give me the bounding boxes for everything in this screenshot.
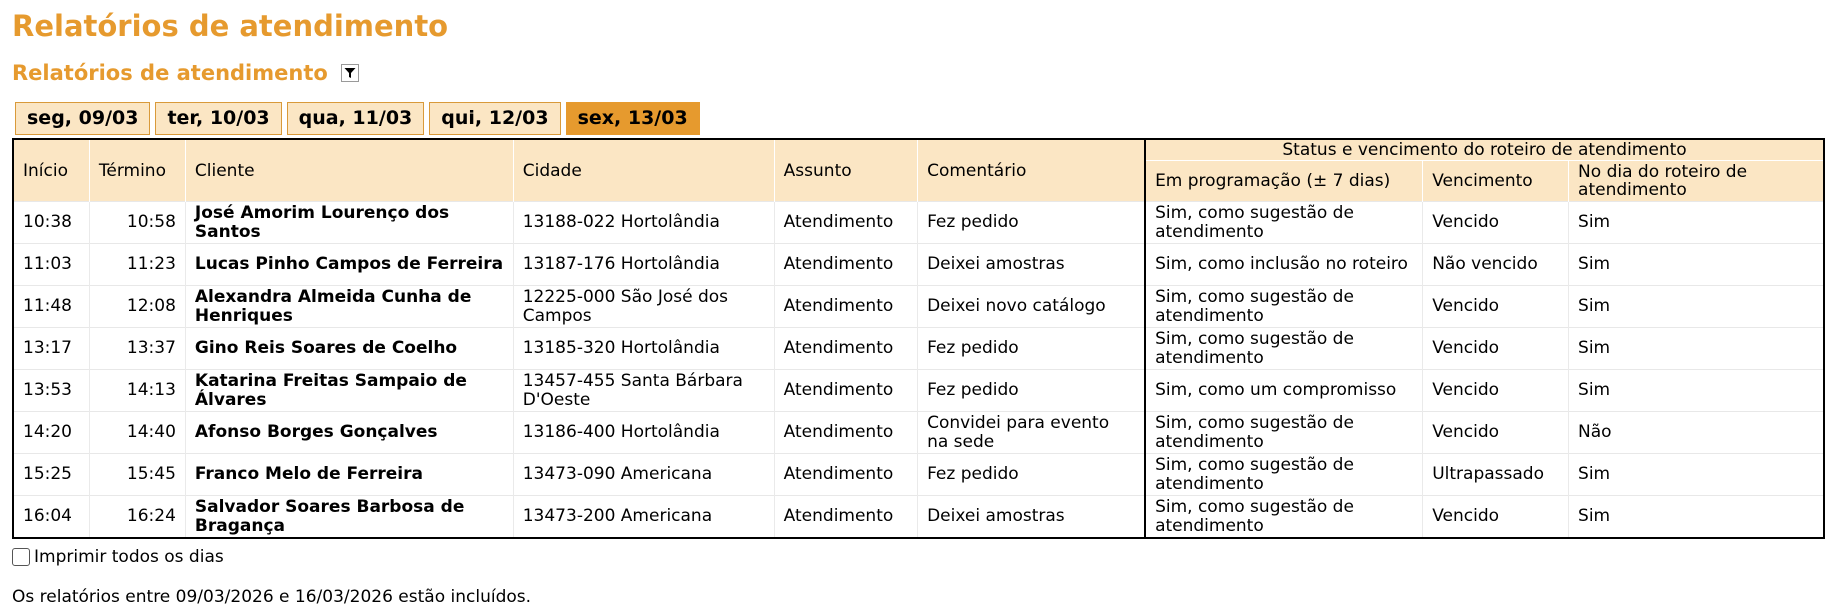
cell-inicio: 13:17 <box>13 328 89 370</box>
page-title: Relatórios de atendimento <box>12 9 449 43</box>
cell-cliente: Katarina Freitas Sampaio de Álvares <box>185 370 513 412</box>
cell-comentario: Deixei novo catálogo <box>918 286 1145 328</box>
cell-vencimento: Não vencido <box>1423 244 1569 286</box>
cell-programacao: Sim, como sugestão de atendimento <box>1145 454 1423 496</box>
cell-programacao: Sim, como sugestão de atendimento <box>1145 286 1423 328</box>
cell-termino: 13:37 <box>89 328 185 370</box>
cell-programacao: Sim, como sugestão de atendimento <box>1145 496 1423 539</box>
cell-cliente: Salvador Soares Barbosa de Bragança <box>185 496 513 539</box>
cell-vencimento: Ultrapassado <box>1423 454 1569 496</box>
cell-assunto: Atendimento <box>774 286 917 328</box>
cell-termino: 10:58 <box>89 202 185 244</box>
table-row[interactable] <box>13 454 1824 496</box>
table-row[interactable] <box>13 202 1824 244</box>
tab-day-4[interactable]: sex, 13/03 <box>566 102 700 135</box>
cell-cidade: 13185-320 Hortolândia <box>513 328 774 370</box>
cell-inicio: 13:53 <box>13 370 89 412</box>
header-cidade: Cidade <box>513 139 774 202</box>
cell-inicio: 15:25 <box>13 454 89 496</box>
date-range-note: Os relatórios entre 09/03/2026 e 16/03/2026 estão incluídos. <box>12 587 532 607</box>
cell-assunto: Atendimento <box>774 454 917 496</box>
cell-cliente: Franco Melo de Ferreira <box>185 454 513 496</box>
cell-comentario: Fez pedido <box>918 370 1145 412</box>
cell-inicio: 11:03 <box>13 244 89 286</box>
cell-cliente: Afonso Borges Gonçalves <box>185 412 513 454</box>
cell-assunto: Atendimento <box>774 202 917 244</box>
tab-day-3[interactable]: qui, 12/03 <box>429 102 560 135</box>
print-all-option <box>12 547 1829 567</box>
header-no-dia: No dia do roteiro de atendimento <box>1569 161 1824 202</box>
cell-no-dia: Sim <box>1569 328 1824 370</box>
cell-programacao: Sim, como inclusão no roteiro <box>1145 244 1423 286</box>
cell-vencimento: Vencido <box>1423 286 1569 328</box>
cell-cliente: José Amorim Lourenço dos Santos <box>185 202 513 244</box>
cell-cidade: 13457-455 Santa Bárbara D'Oeste <box>513 370 774 412</box>
filter-icon <box>344 67 356 79</box>
table-row[interactable] <box>13 286 1824 328</box>
table-row[interactable] <box>13 496 1824 539</box>
cell-no-dia: Sim <box>1569 496 1824 539</box>
cell-programacao: Sim, como um compromisso <box>1145 370 1423 412</box>
tab-day-0[interactable]: seg, 09/03 <box>15 102 150 135</box>
cell-cidade: 12225-000 São José dos Campos <box>513 286 774 328</box>
cell-inicio: 10:38 <box>13 202 89 244</box>
cell-comentario: Deixei amostras <box>918 244 1145 286</box>
cell-termino: 15:45 <box>89 454 185 496</box>
header-assunto: Assunto <box>774 139 917 202</box>
cell-cliente: Lucas Pinho Campos de Ferreira <box>185 244 513 286</box>
cell-cidade: 13186-400 Hortolândia <box>513 412 774 454</box>
cell-assunto: Atendimento <box>774 370 917 412</box>
tab-day-2[interactable]: qua, 11/03 <box>287 102 425 135</box>
cell-cidade: 13473-090 Americana <box>513 454 774 496</box>
cell-vencimento: Vencido <box>1423 202 1569 244</box>
cell-programacao: Sim, como sugestão de atendimento <box>1145 328 1423 370</box>
filter-button[interactable] <box>341 64 359 82</box>
cell-inicio: 16:04 <box>13 496 89 539</box>
cell-comentario: Convidei para evento na sede <box>918 412 1145 454</box>
table-row[interactable] <box>13 412 1824 454</box>
cell-cidade: 13187-176 Hortolândia <box>513 244 774 286</box>
header-inicio: Início <box>13 139 89 202</box>
cell-no-dia: Sim <box>1569 286 1824 328</box>
cell-vencimento: Vencido <box>1423 370 1569 412</box>
cell-assunto: Atendimento <box>774 244 917 286</box>
cell-comentario: Fez pedido <box>918 202 1145 244</box>
header-programacao: Em programação (± 7 dias) <box>1145 161 1423 202</box>
cell-assunto: Atendimento <box>774 496 917 539</box>
cell-assunto: Atendimento <box>774 328 917 370</box>
table-row[interactable] <box>13 370 1824 412</box>
cell-termino: 14:13 <box>89 370 185 412</box>
cell-comentario: Fez pedido <box>918 454 1145 496</box>
table-row[interactable] <box>13 244 1824 286</box>
header-vencimento: Vencimento <box>1423 161 1569 202</box>
print-all-checkbox[interactable] <box>12 548 30 566</box>
table-row[interactable] <box>13 328 1824 370</box>
cell-no-dia: Sim <box>1569 244 1824 286</box>
report-table <box>12 138 1825 539</box>
day-tabs <box>15 102 1829 135</box>
tab-day-1[interactable]: ter, 10/03 <box>155 102 281 135</box>
cell-inicio: 14:20 <box>13 412 89 454</box>
cell-comentario: Deixei amostras <box>918 496 1145 539</box>
cell-vencimento: Vencido <box>1423 496 1569 539</box>
cell-assunto: Atendimento <box>774 412 917 454</box>
cell-cidade: 13473-200 Americana <box>513 496 774 539</box>
cell-comentario: Fez pedido <box>918 328 1145 370</box>
header-comentario: Comentário <box>918 139 1145 202</box>
cell-termino: 11:23 <box>89 244 185 286</box>
section-header <box>12 58 1829 88</box>
cell-programacao: Sim, como sugestão de atendimento <box>1145 412 1423 454</box>
cell-vencimento: Vencido <box>1423 328 1569 370</box>
cell-cliente: Alexandra Almeida Cunha de Henriques <box>185 286 513 328</box>
cell-no-dia: Sim <box>1569 454 1824 496</box>
print-all-label[interactable]: Imprimir todos os dias <box>34 547 224 567</box>
cell-cidade: 13188-022 Hortolândia <box>513 202 774 244</box>
header-status-group: Status e vencimento do roteiro de atendimento <box>1145 139 1824 161</box>
cell-termino: 16:24 <box>89 496 185 539</box>
cell-programacao: Sim, como sugestão de atendimento <box>1145 202 1423 244</box>
cell-inicio: 11:48 <box>13 286 89 328</box>
cell-no-dia: Sim <box>1569 370 1824 412</box>
header-termino: Término <box>89 139 185 202</box>
header-cliente: Cliente <box>185 139 513 202</box>
cell-termino: 12:08 <box>89 286 185 328</box>
cell-no-dia: Sim <box>1569 202 1824 244</box>
cell-no-dia: Não <box>1569 412 1824 454</box>
cell-cliente: Gino Reis Soares de Coelho <box>185 328 513 370</box>
section-title: Relatórios de atendimento <box>12 61 328 85</box>
cell-vencimento: Vencido <box>1423 412 1569 454</box>
cell-termino: 14:40 <box>89 412 185 454</box>
